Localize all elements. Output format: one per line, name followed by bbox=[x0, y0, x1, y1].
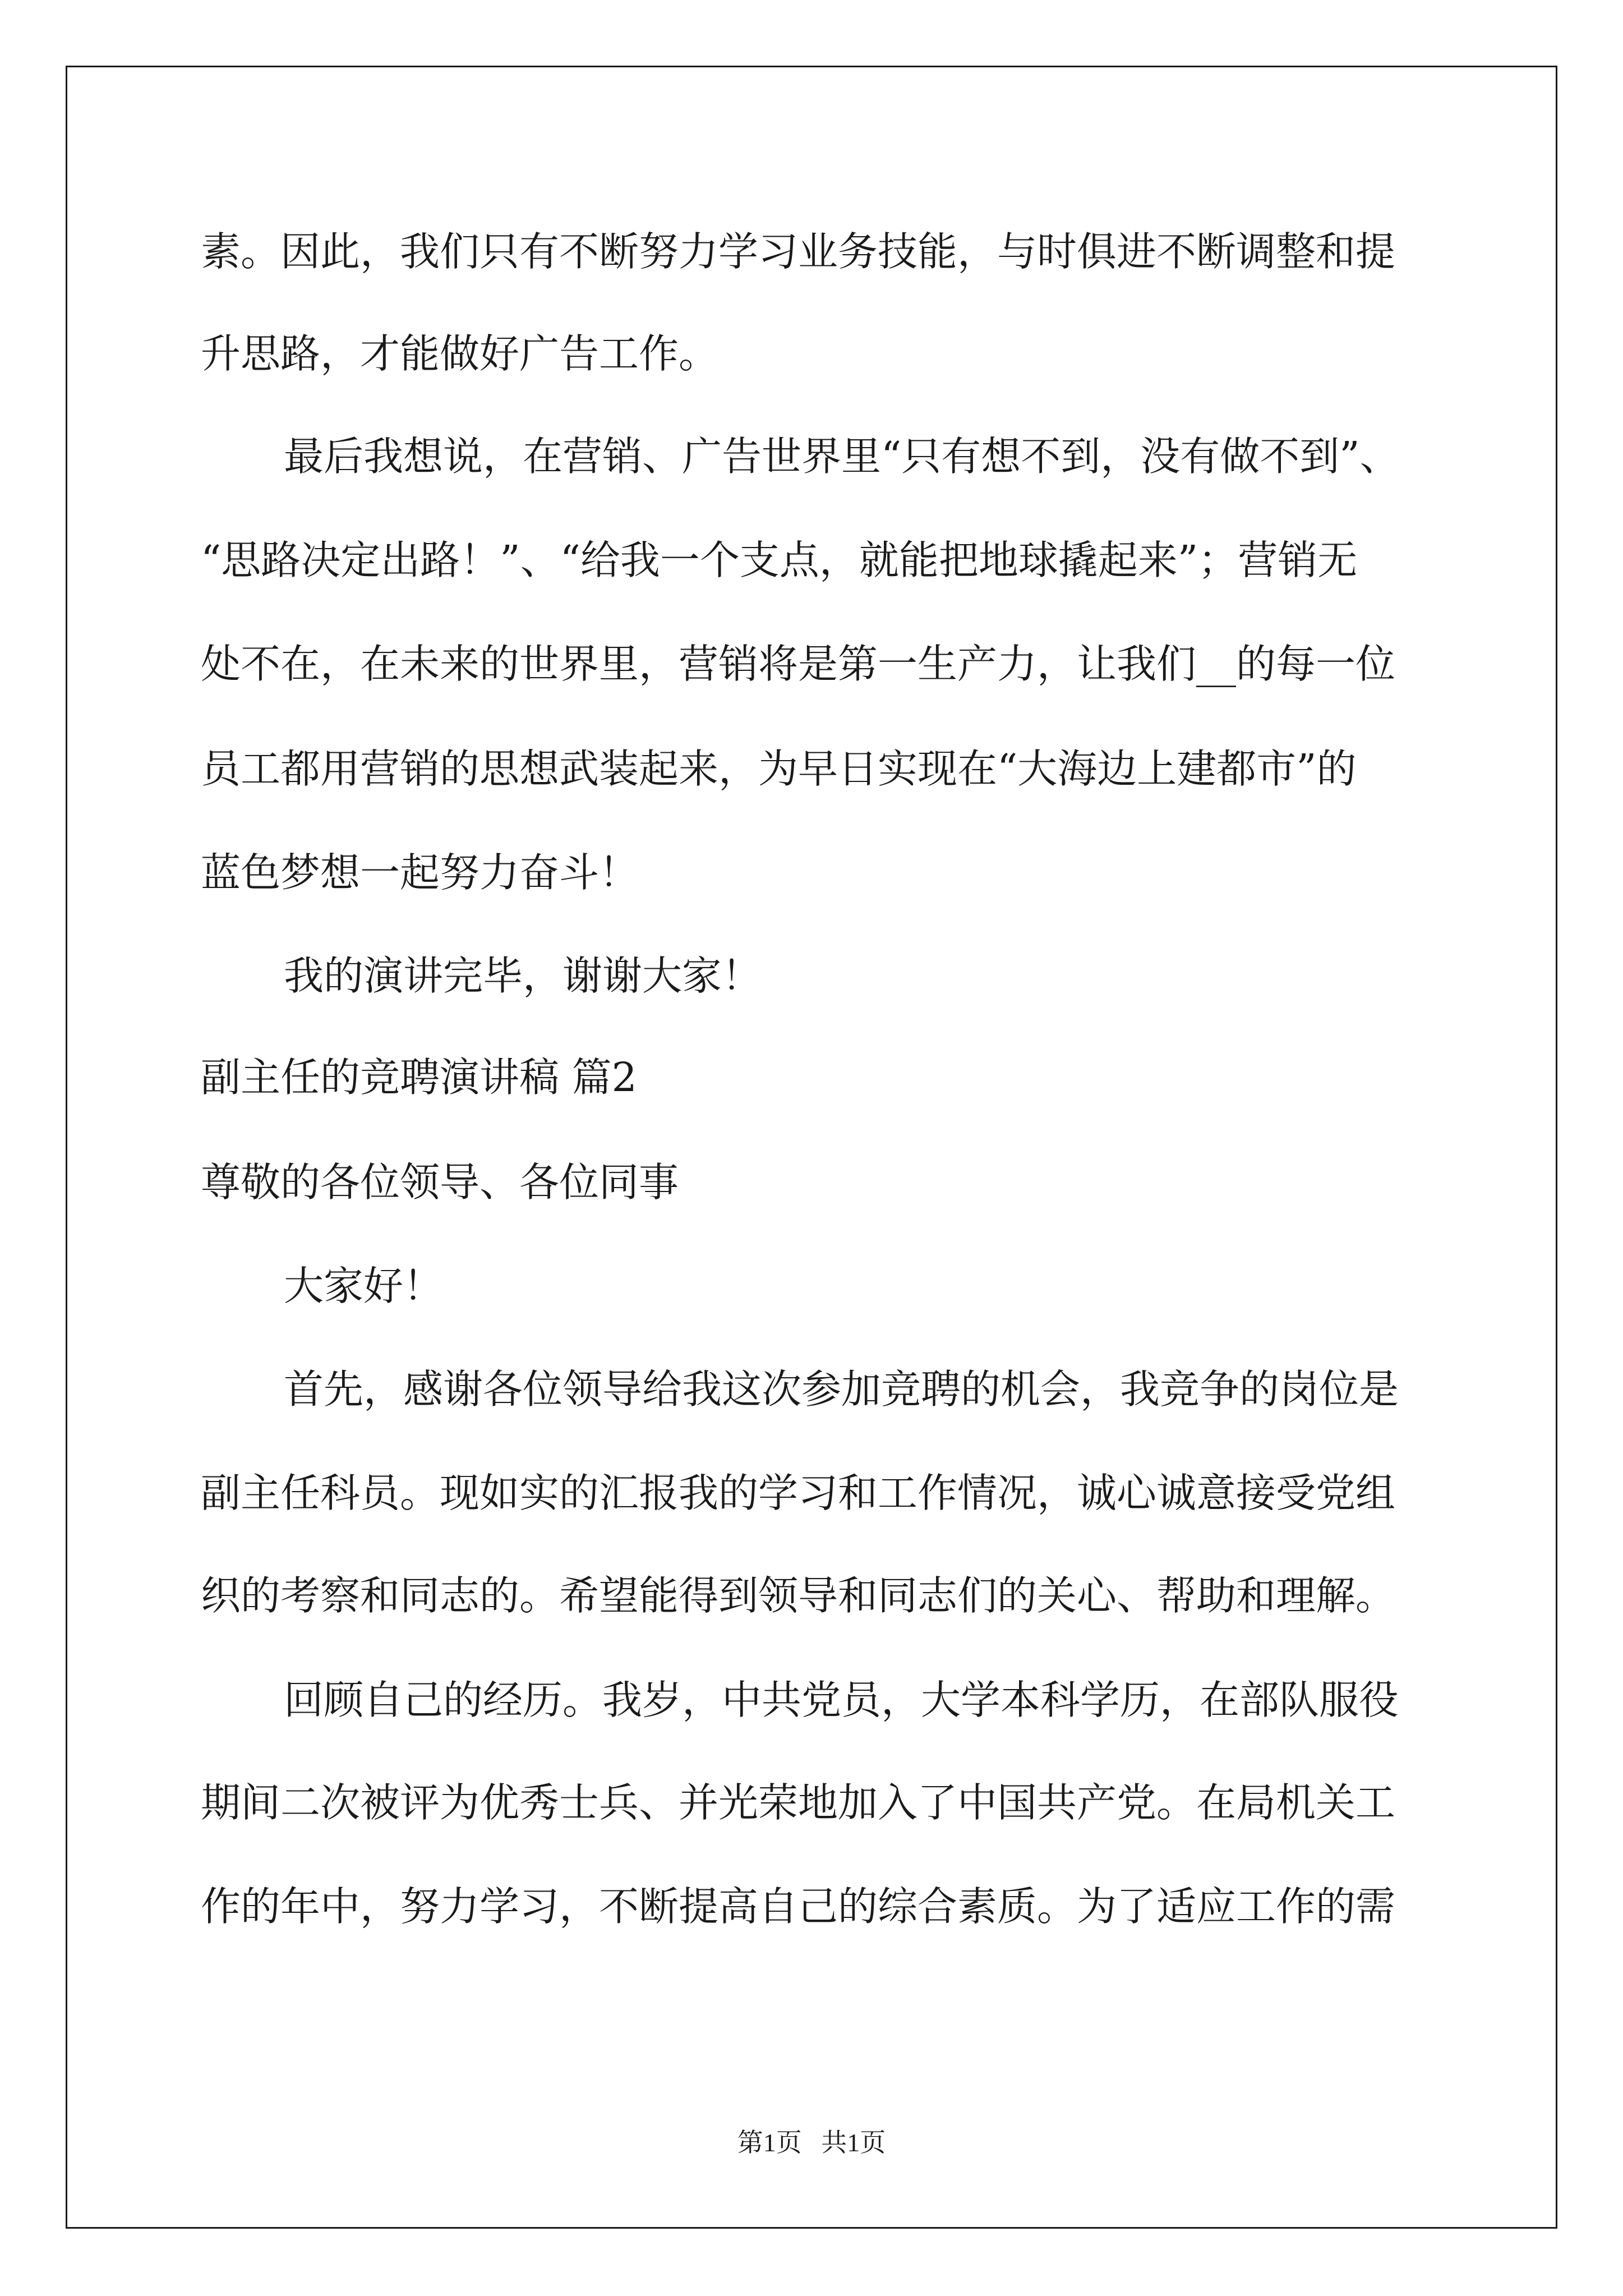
text-line: 期间二次被评为优秀士兵、并光荣地加入了中国共产党。在局机关工 bbox=[201, 1779, 1396, 1826]
text-line: 作的年中，努力学习，不断提高自己的综合素质。为了适应工作的需 bbox=[201, 1883, 1396, 1930]
text-line: 回顾自己的经历。我岁，中共党员，大学本科学历，在部队服役 bbox=[284, 1677, 1399, 1723]
section-heading: 副主任的竞聘演讲稿 篇2 bbox=[201, 1054, 637, 1101]
text-line: “思路决定出路！”、“给我一个支点，就能把地球撬起来”；营销无 bbox=[201, 537, 1358, 583]
text-line: 员工都用营销的思想武装起来，为早日实现在“大海边上建都市”的 bbox=[201, 746, 1357, 792]
text-line: 蓝色梦想一起努力奋斗！ bbox=[201, 849, 639, 896]
greeting: 大家好！ bbox=[284, 1263, 444, 1309]
text-line: 升思路，才能做好广告工作。 bbox=[201, 330, 719, 377]
text-line: 织的考察和同志的。希望能得到领导和同志们的关心、帮助和理解。 bbox=[201, 1572, 1396, 1619]
text-line: 副主任科员。现如实的汇报我的学习和工作情况，诚心诚意接受党组 bbox=[201, 1470, 1396, 1516]
text-line: 首先，感谢各位领导给我这次参加竞聘的机会，我竞争的岗位是 bbox=[284, 1366, 1399, 1412]
text-line: 最后我想说，在营销、广告世界里“只有想不到，没有做不到”、 bbox=[284, 433, 1400, 480]
page-number: 第1页 共1页 bbox=[737, 2128, 886, 2157]
text-line: 素。因此，我们只有不断努力学习业务技能，与时俱进不断调整和提 bbox=[201, 228, 1396, 275]
salutation: 尊敬的各位领导、各位同事 bbox=[201, 1159, 679, 1205]
text-line: 我的演讲完毕，谢谢大家！ bbox=[284, 953, 762, 999]
text-line: 处不在，在未来的世界里，营销将是第一生产力，让我们__的每一位 bbox=[201, 641, 1396, 687]
